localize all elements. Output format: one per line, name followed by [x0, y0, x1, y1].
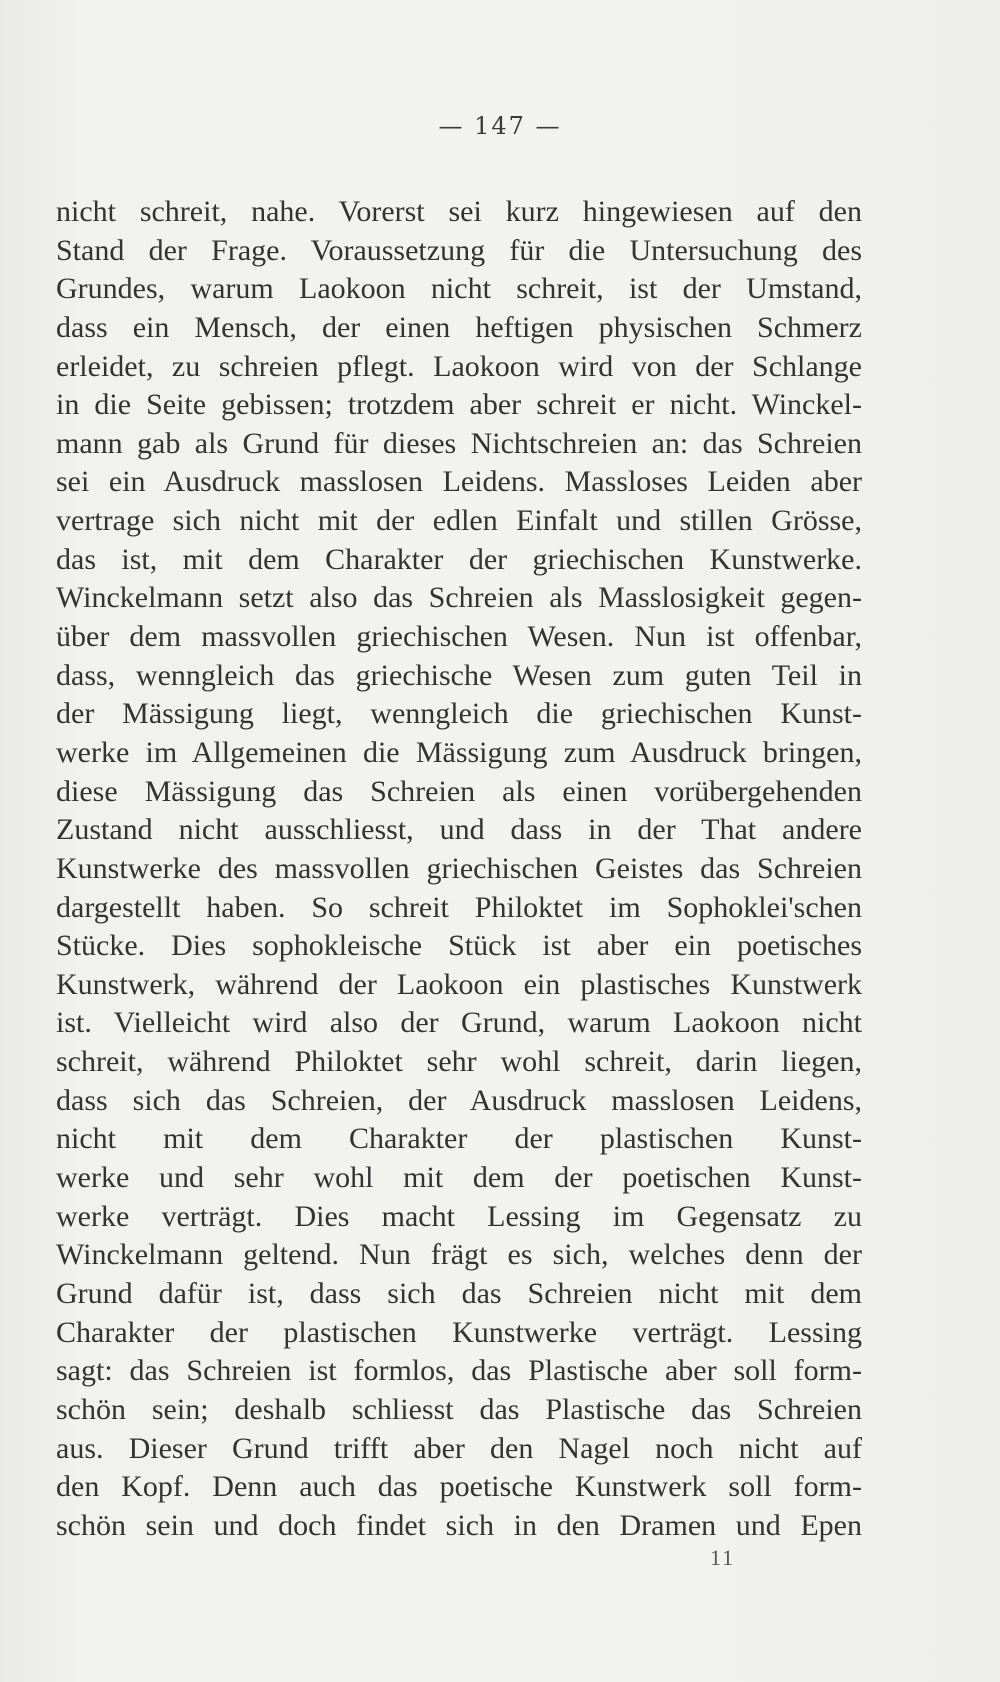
- text-line: diese Mässigung das Schreien als einen vorübergehenden: [56, 774, 862, 808]
- text-line: dargestellt haben. So schreit Philoktet im Sophoklei'schen: [56, 890, 862, 924]
- text-line: dass ein Mensch, der einen heftigen physischen Schmerz: [56, 310, 862, 344]
- text-line: ist. Vielleicht wird also der Grund, warum Laokoon nicht: [56, 1006, 862, 1040]
- text-line: sagt: das Schreien ist formlos, das Plastische aber soll form-: [56, 1354, 862, 1388]
- text-line: werke verträgt. Dies macht Lessing im Gegensatz zu: [56, 1199, 862, 1233]
- text-line: Winckelmann geltend. Nun frägt es sich, welches denn der: [56, 1238, 862, 1272]
- text-line: vertrage sich nicht mit der edlen Einfalt und stillen Grösse,: [56, 504, 862, 538]
- text-line: sei ein Ausdruck masslosen Leidens. Massloses Leiden aber: [56, 465, 862, 499]
- text-line: Winckelmann setzt also das Schreien als Masslosigkeit gegen-: [56, 581, 862, 615]
- text-line: Grund dafür ist, dass sich das Schreien nicht mit dem: [56, 1276, 862, 1310]
- page-number-header: — 147 —: [438, 112, 562, 140]
- text-line: der Mässigung liegt, wenngleich die griechischen Kunst-: [56, 697, 862, 731]
- text-line: dass, wenngleich das griechische Wesen zum guten Teil in: [56, 658, 862, 692]
- text-line: mann gab als Grund für dieses Nichtschreien an: das Schreien: [56, 426, 862, 460]
- text-line: schreit, während Philoktet sehr wohl schreit, darin liegen,: [56, 1045, 862, 1079]
- text-line: Grundes, warum Laokoon nicht schreit, ist der Umstand,: [56, 272, 862, 306]
- text-line: in die Seite gebissen; trotzdem aber schreit er nicht. Winckel-: [56, 388, 862, 422]
- text-line: den Kopf. Denn auch das poetische Kunstwerk soll form-: [56, 1470, 862, 1504]
- text-line: erleidet, zu schreien pflegt. Laokoon wird von der Schlange: [56, 349, 862, 383]
- text-line: Zustand nicht ausschliesst, und dass in der That andere: [56, 813, 862, 847]
- text-line: schön sein; deshalb schliesst das Plastische das Schreien: [56, 1392, 862, 1426]
- text-line: schön sein und doch findet sich in den Dramen und Epen: [56, 1508, 862, 1542]
- text-line: Charakter der plastischen Kunstwerke verträgt. Lessing: [56, 1315, 862, 1349]
- text-line: Stücke. Dies sophokleische Stück ist aber ein poetisches: [56, 929, 862, 963]
- signature-mark: 11: [710, 1545, 736, 1570]
- text-line: das ist, mit dem Charakter der griechischen Kunstwerke.: [56, 542, 862, 576]
- text-line: Kunstwerke des massvollen griechischen Geistes das Schreien: [56, 851, 862, 885]
- text-line: werke und sehr wohl mit dem der poetischen Kunst-: [56, 1161, 862, 1195]
- body-text: [56, 193, 862, 1545]
- text-line: nicht schreit, nahe. Vorerst sei kurz hingewiesen auf den: [56, 195, 862, 228]
- text-line: dass sich das Schreien, der Ausdruck masslosen Leidens,: [56, 1083, 862, 1117]
- text-line: über dem massvollen griechischen Wesen. Nun ist offenbar,: [56, 620, 862, 654]
- text-line: nicht mit dem Charakter der plastischen Kunst-: [56, 1122, 862, 1156]
- text-line: Stand der Frage. Voraussetzung für die Untersuchung des: [56, 233, 862, 267]
- text-line: Kunstwerk, während der Laokoon ein plastisches Kunstwerk: [56, 967, 862, 1001]
- text-line: aus. Dieser Grund trifft aber den Nagel noch nicht auf: [56, 1431, 862, 1465]
- text-line: werke im Allgemeinen die Mässigung zum Ausdruck bringen,: [56, 735, 862, 769]
